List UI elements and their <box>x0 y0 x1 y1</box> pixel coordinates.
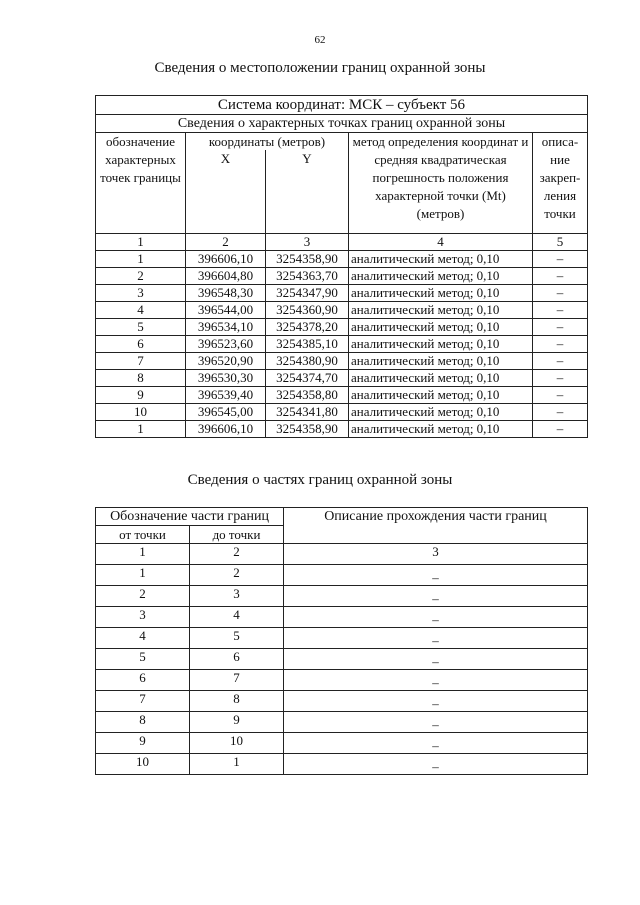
method-cell: аналитический метод; 0,10 <box>349 251 533 268</box>
coord-y: 3254374,70 <box>266 370 349 387</box>
desc-cell: – <box>533 319 588 336</box>
num-cell: 5 <box>533 234 588 251</box>
method-cell: аналитический метод; 0,10 <box>349 404 533 421</box>
coord-x: 396544,00 <box>186 302 266 319</box>
num-cell: 3 <box>284 544 588 565</box>
desc-cell: – <box>533 353 588 370</box>
part-description: – <box>284 691 588 712</box>
table-row <box>96 251 588 268</box>
section1-title: Сведения о местоположении границ охранной зоны <box>154 60 486 76</box>
point-number: 10 <box>96 404 186 421</box>
coord-x: 396604,80 <box>186 268 266 285</box>
coord-x: 396606,10 <box>186 421 266 438</box>
method-cell: аналитический метод; 0,10 <box>349 370 533 387</box>
to-point: 1 <box>190 754 284 775</box>
from-point: 8 <box>96 712 190 733</box>
method-cell: аналитический метод; 0,10 <box>349 302 533 319</box>
table-row <box>96 691 588 712</box>
coord-x: 396523,60 <box>186 336 266 353</box>
table-row <box>96 404 588 421</box>
coord-x: 396606,10 <box>186 251 266 268</box>
coord-y: 3254358,80 <box>266 387 349 404</box>
point-number: 6 <box>96 336 186 353</box>
num-cell: 4 <box>349 234 533 251</box>
table-row <box>96 336 588 353</box>
part-description: – <box>284 586 588 607</box>
method-cell: аналитический метод; 0,10 <box>349 336 533 353</box>
coord-x: 396530,30 <box>186 370 266 387</box>
table-row <box>96 712 588 733</box>
coord-y: 3254385,10 <box>266 336 349 353</box>
from-point: 10 <box>96 754 190 775</box>
coord-y: 3254363,70 <box>266 268 349 285</box>
coord-x: 396539,40 <box>186 387 266 404</box>
coord-x: 396545,00 <box>186 404 266 421</box>
table-row <box>96 421 588 438</box>
point-number: 9 <box>96 387 186 404</box>
to-point: 8 <box>190 691 284 712</box>
section2-title: Сведения о частях границ охранной зоны <box>187 472 453 488</box>
method-cell: аналитический метод; 0,10 <box>349 353 533 370</box>
desc-cell: – <box>533 302 588 319</box>
from-point: 2 <box>96 586 190 607</box>
to-point: 10 <box>190 733 284 754</box>
table1-subtitle: Сведения о характерных точках границ охранной зоны <box>96 115 588 133</box>
desc-cell: – <box>533 387 588 404</box>
part-description: – <box>284 607 588 628</box>
boundary-parts-table <box>95 507 588 775</box>
col-y-header: Y <box>266 150 349 233</box>
table-row <box>96 628 588 649</box>
to-point: 4 <box>190 607 284 628</box>
desc-cell: – <box>533 370 588 387</box>
from-point: 5 <box>96 649 190 670</box>
part-description: – <box>284 565 588 586</box>
table2-num-row <box>96 544 588 565</box>
method-cell: аналитический метод; 0,10 <box>349 268 533 285</box>
to-point: 9 <box>190 712 284 733</box>
point-number: 5 <box>96 319 186 336</box>
coordinate-system: Система координат: МСК – субъект 56 <box>96 96 588 115</box>
table-row <box>96 387 588 404</box>
coord-x: 396520,90 <box>186 353 266 370</box>
coord-y: 3254378,20 <box>266 319 349 336</box>
table-row <box>96 302 588 319</box>
col-desc-header: описа-ние закреп-ления точки <box>533 133 588 234</box>
to-point: 6 <box>190 649 284 670</box>
table-row <box>96 607 588 628</box>
table-row <box>96 586 588 607</box>
method-cell: аналитический метод; 0,10 <box>349 319 533 336</box>
desc-cell: – <box>533 268 588 285</box>
coord-y: 3254380,90 <box>266 353 349 370</box>
to-point: 7 <box>190 670 284 691</box>
table-row <box>96 565 588 586</box>
num-cell: 3 <box>266 234 349 251</box>
col-method-header: метод определения координат и средняя квадратическая погрешность положения характерной точки (Mt) (метров) <box>349 133 533 234</box>
from-point: 7 <box>96 691 190 712</box>
table-row <box>96 754 588 775</box>
table-row <box>96 319 588 336</box>
point-number: 4 <box>96 302 186 319</box>
desc-cell: – <box>533 404 588 421</box>
coord-y: 3254358,90 <box>266 251 349 268</box>
point-number: 7 <box>96 353 186 370</box>
from-point: 4 <box>96 628 190 649</box>
point-number: 2 <box>96 268 186 285</box>
coord-y: 3254341,80 <box>266 404 349 421</box>
desc-cell: – <box>533 251 588 268</box>
table-row <box>96 268 588 285</box>
table-row <box>96 353 588 370</box>
to-point: 2 <box>190 565 284 586</box>
coord-y: 3254358,90 <box>266 421 349 438</box>
col-x-header: X <box>186 150 266 233</box>
desc-cell: – <box>533 336 588 353</box>
table-row <box>96 649 588 670</box>
from-point: 3 <box>96 607 190 628</box>
from-point: 9 <box>96 733 190 754</box>
method-cell: аналитический метод; 0,10 <box>349 285 533 302</box>
desc-cell: – <box>533 285 588 302</box>
table1-num-row <box>96 234 588 251</box>
to-header: до точки <box>190 526 284 544</box>
to-point: 3 <box>190 586 284 607</box>
desc-header: Описание прохождения части границ <box>284 508 588 544</box>
point-number: 1 <box>96 251 186 268</box>
col-coords-header: координаты (метров) <box>186 133 349 151</box>
part-description: – <box>284 754 588 775</box>
part-description: – <box>284 649 588 670</box>
table-row <box>96 670 588 691</box>
table-row <box>96 370 588 387</box>
point-number: 8 <box>96 370 186 387</box>
to-point: 5 <box>190 628 284 649</box>
coord-x: 396534,10 <box>186 319 266 336</box>
part-description: – <box>284 712 588 733</box>
method-cell: аналитический метод; 0,10 <box>349 421 533 438</box>
part-description: – <box>284 628 588 649</box>
coord-x: 396548,30 <box>186 285 266 302</box>
num-cell: 2 <box>190 544 284 565</box>
point-number: 3 <box>96 285 186 302</box>
table-row <box>96 733 588 754</box>
from-header: от точки <box>96 526 190 544</box>
from-point: 1 <box>96 565 190 586</box>
coord-y: 3254360,90 <box>266 302 349 319</box>
coordinates-table <box>95 95 588 438</box>
num-cell: 1 <box>96 544 190 565</box>
num-cell: 1 <box>96 234 186 251</box>
coord-y: 3254347,90 <box>266 285 349 302</box>
part-header: Обозначение части границ <box>96 508 284 526</box>
part-description: – <box>284 670 588 691</box>
point-number: 1 <box>96 421 186 438</box>
table-row <box>96 285 588 302</box>
col-point-header: обозначение характерных точек границы <box>96 133 186 234</box>
page-number: 62 <box>314 34 326 46</box>
from-point: 6 <box>96 670 190 691</box>
desc-cell: – <box>533 421 588 438</box>
method-cell: аналитический метод; 0,10 <box>349 387 533 404</box>
part-description: – <box>284 733 588 754</box>
num-cell: 2 <box>186 234 266 251</box>
